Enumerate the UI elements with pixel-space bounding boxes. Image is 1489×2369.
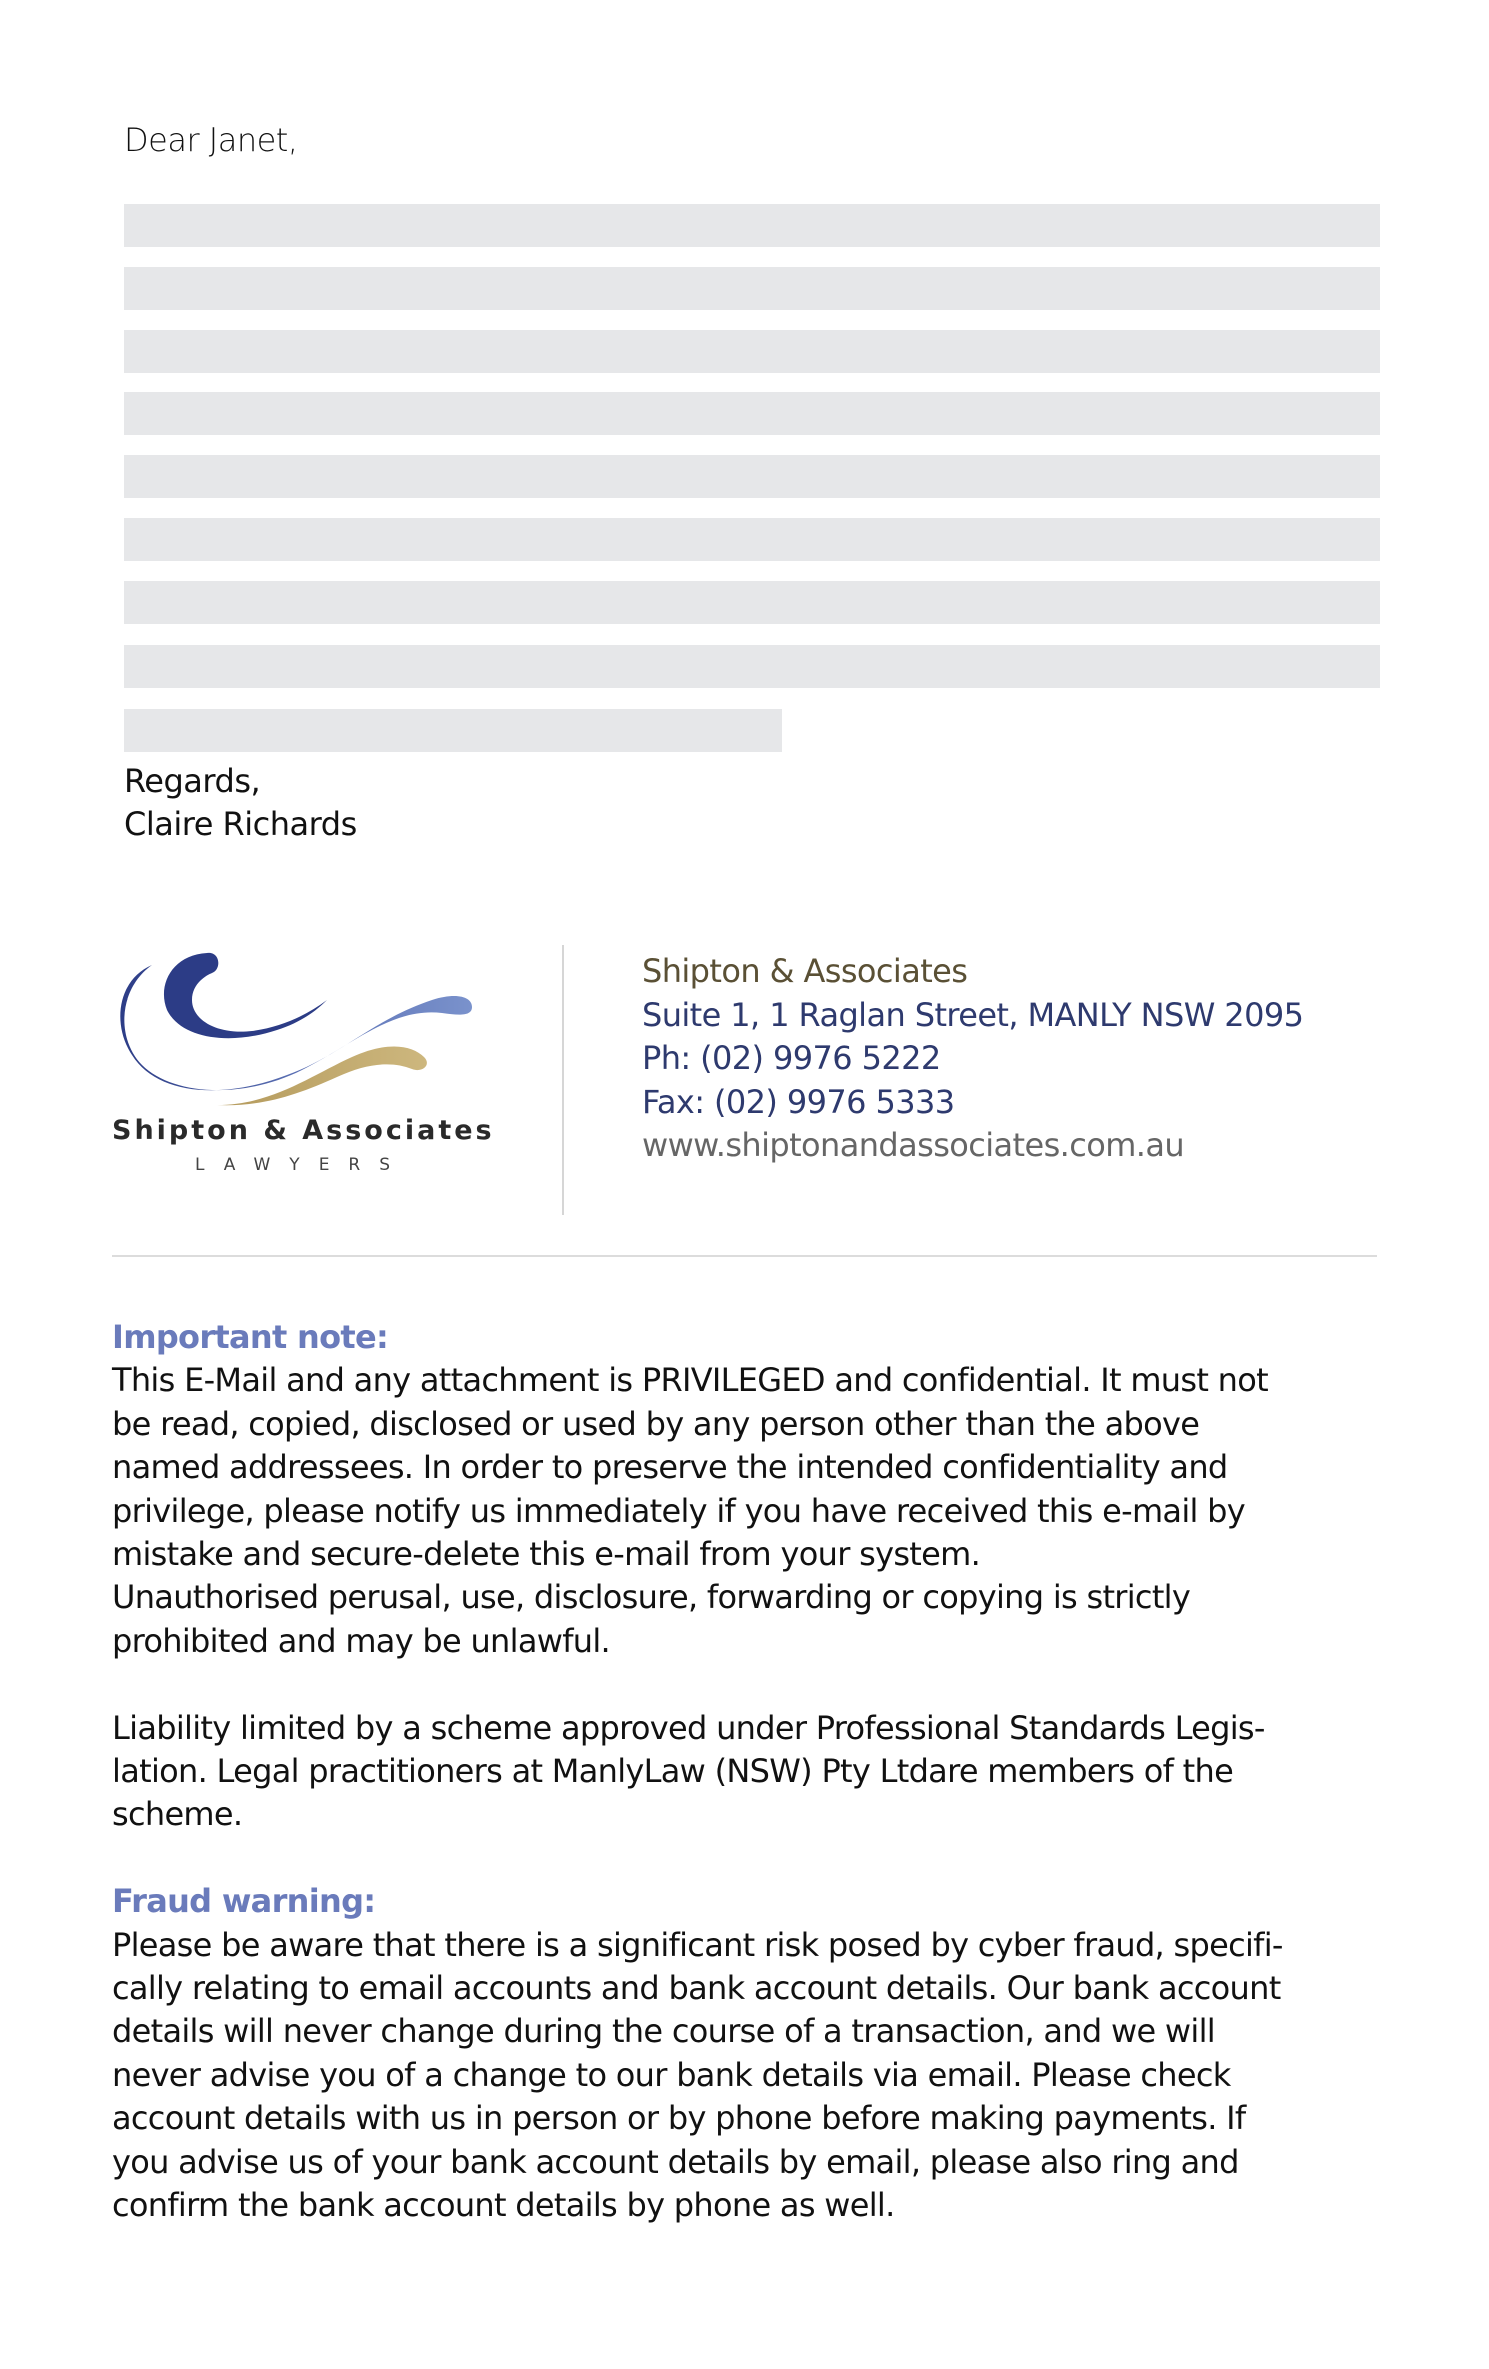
logo-subtitle: LAWYERS bbox=[194, 1155, 410, 1175]
text-line: cally relating to email accounts and bank account details. Our bank account bbox=[112, 1969, 1281, 2008]
spacer bbox=[112, 1837, 1382, 1880]
address: Suite 1, 1 Raglan Street, MANLY NSW 2095 bbox=[642, 995, 1304, 1034]
text-line: mistake and secure-delete this e-mail from your system. bbox=[112, 1535, 981, 1574]
phone[interactable]: Ph: (02) 9976 5222 bbox=[642, 1039, 941, 1077]
vertical-divider bbox=[562, 945, 564, 1215]
contact-block bbox=[642, 950, 1303, 1168]
spacer bbox=[112, 1663, 1382, 1706]
greeting: Dear Janet, bbox=[124, 121, 298, 159]
text-line: named addressees. In order to preserve the intended confidentiality and bbox=[112, 1448, 1228, 1487]
text-line: scheme. bbox=[112, 1795, 243, 1834]
disclaimer bbox=[112, 1316, 1382, 2228]
text-line: confirm the bank account details by phone as well. bbox=[112, 2186, 895, 2225]
text-line: Unauthorised perusal, use, disclosure, forwarding or copying is strictly bbox=[112, 1578, 1191, 1617]
redaction-bar bbox=[124, 204, 1380, 247]
important-note-body bbox=[112, 1359, 1382, 1663]
text-line: Liability limited by a scheme approved under Professional Standards Legis- bbox=[112, 1708, 1265, 1747]
fax: Fax: (02) 9976 5333 bbox=[642, 1082, 955, 1121]
fraud-warning-heading: Fraud warning: bbox=[112, 1882, 376, 1921]
redaction-bar bbox=[124, 330, 1380, 373]
text-line: Please be aware that there is a significant risk posed by cyber fraud, specifi- bbox=[112, 1925, 1283, 1964]
important-note-heading: Important note: bbox=[112, 1318, 389, 1356]
text-line: never advise you of a change to our bank details via email. Please check bbox=[112, 2055, 1231, 2094]
website-link[interactable]: www.shiptonandassociates.com.au bbox=[642, 1126, 1185, 1164]
text-line: details will never change during the course of a transaction, and we will bbox=[112, 2012, 1215, 2051]
sender-name: Claire Richards bbox=[124, 805, 357, 843]
firm-name: Shipton & Associates bbox=[642, 952, 968, 990]
text-line: be read, copied, disclosed or used by any person other than the above bbox=[112, 1404, 1200, 1443]
closing: Regards, bbox=[124, 762, 261, 800]
text-line: This E-Mail and any attachment is PRIVILEGED and confidential. It must not bbox=[112, 1361, 1268, 1400]
text-line: prohibited and may be unlawful. bbox=[112, 1621, 611, 1660]
text-line: account details with us in person or by phone before making payments. If bbox=[112, 2099, 1246, 2138]
redaction-bar bbox=[124, 645, 1380, 688]
fraud-warning-body bbox=[112, 1924, 1382, 2228]
redaction-bar bbox=[124, 267, 1380, 310]
text-line: privilege, please notify us immediately if you have received this e-mail by bbox=[112, 1491, 1246, 1530]
redaction-bar bbox=[124, 455, 1380, 498]
logo-wordmark: Shipton & Associates bbox=[112, 1115, 495, 1146]
redaction-bar bbox=[124, 518, 1380, 561]
text-line: lation. Legal practitioners at ManlyLaw (NSW) Pty Ltdare members of the bbox=[112, 1752, 1234, 1791]
liability-note bbox=[112, 1707, 1382, 1837]
redaction-bar bbox=[124, 709, 782, 752]
redaction-bar bbox=[124, 392, 1380, 435]
redaction-bar bbox=[124, 581, 1380, 624]
signoff bbox=[124, 760, 357, 846]
text-line: you advise us of your bank account details by email, please also ring and bbox=[112, 2142, 1239, 2181]
horizontal-divider bbox=[112, 1255, 1377, 1257]
